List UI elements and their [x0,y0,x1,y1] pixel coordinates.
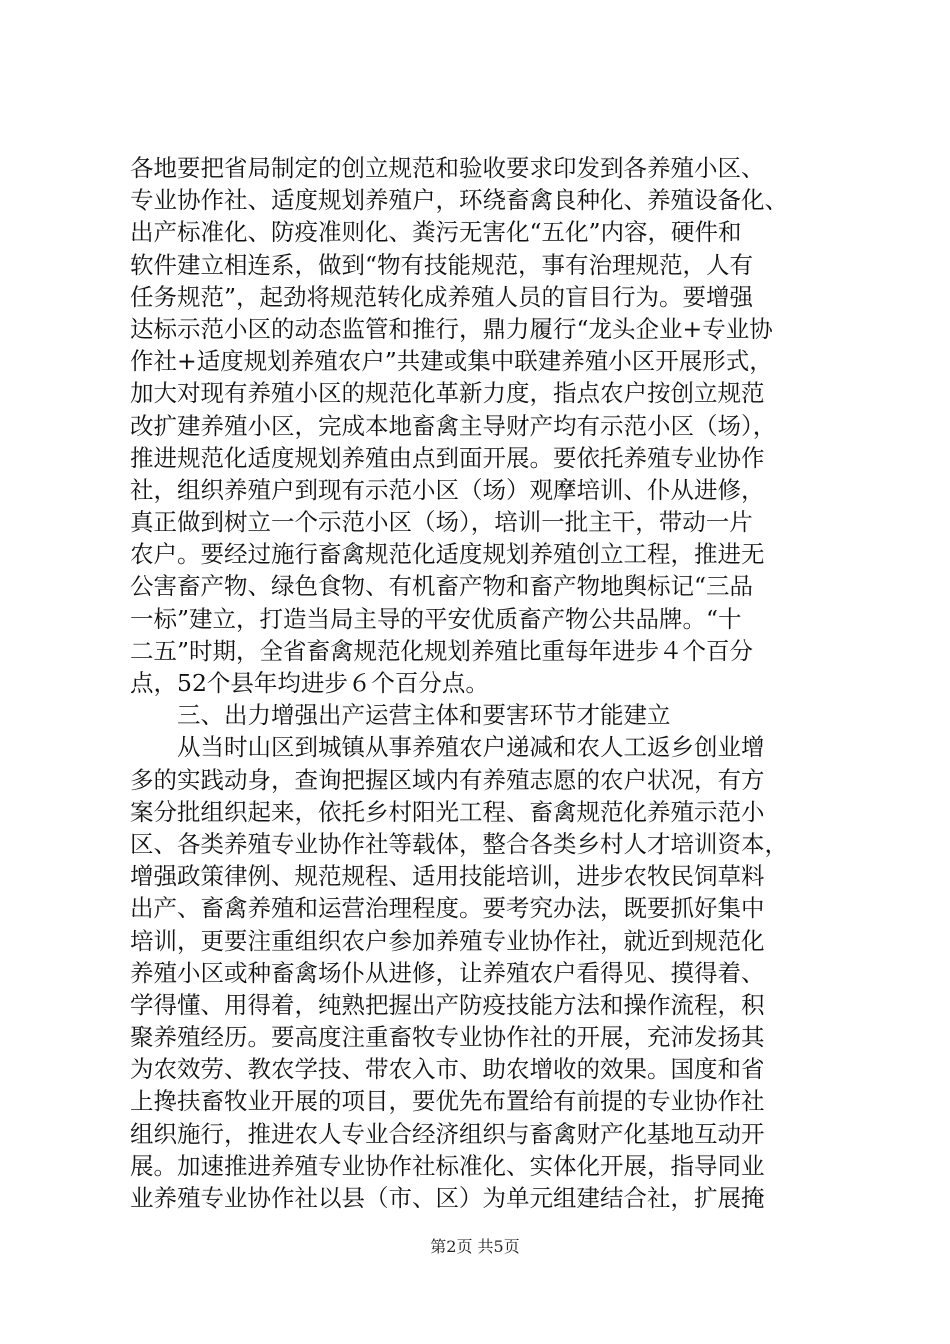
text-line: 加大对现有养殖小区的规范化革新力度，指点农户按创立规范 [130,379,765,408]
text-line: 为农效劳、教农学技、带农入市、助农增收的效果。国度和省 [130,1055,765,1084]
page-footer [0,1236,950,1258]
text-line: 社，组织养殖户到现有示范小区（场）观摩培训、仆从进修， [130,475,765,504]
text-line: 推进规范化适度规划养殖由点到面开展。要依托养殖专业协作 [130,443,765,472]
text-line: 真正做到树立一个示范小区（场），培训一批主干，带动一片 [130,508,753,537]
text-line: 作社+适度规划养殖农户”共建或集中联建养殖小区开展形式， [130,347,773,376]
text-line: 一标”建立，打造当局主导的平安优质畜产物公共品牌。“十 [130,604,742,633]
text-line: 各地要把省局制定的创立规范和验收要求印发到各养殖小区、 [130,154,765,182]
text-line: 公害畜产物、绿色食物、有机畜产物和畜产物地舆标记“三品 [130,572,754,601]
text-line: 组织施行，推进农人专业合经济组织与畜禽财产化基地互动开 [130,1119,765,1148]
text-line: 增强政策律例、规范规程、适用技能培训，进步农牧民饲草料 [130,862,765,891]
text-line: 出产标准化、防疫准则化、粪污无害化“五化”内容，硬件和 [130,218,742,247]
text-line: 展。加速推进养殖专业协作社标准化、实体化开展，指导同业 [130,1151,765,1180]
text-line: 二五”时期，全省畜禽规范化规划养殖比重每年进步４个百分 [130,636,754,665]
text-line: 聚养殖经历。要高度注重畜牧专业协作社的开展，充沛发扬其 [130,1023,765,1052]
text-line: 从当时山区到城镇从事养殖农户递减和农人工返乡创业增 [177,733,765,762]
text-line: 出产、畜禽养殖和运营治理程度。要考究办法，既要抓好集中 [130,894,765,923]
text-line: 任务规范”，起劲将规范转化成养殖人员的盲目行为。要增强 [130,282,754,311]
text-line: 农户。要经过施行畜禽规范化适度规划养殖创立工程，推进无 [130,540,765,569]
text-line: 点，52个县年均进步６个百分点。 [130,669,489,697]
text-line: 多的实践动身，查询把握区域内有养殖志愿的农户状况，有方 [130,765,765,794]
text-line: 案分批组织起来，依托乡村阳光工程、畜禽规范化养殖示范小 [130,797,765,826]
text-line: 改扩建养殖小区，完成本地畜禽主导财产均有示范小区（场）， [130,411,777,440]
text-line: 上搀扶畜牧业开展的项目，要优先布置给有前提的专业协作社 [130,1087,765,1116]
text-line: 专业协作社、适度规划养殖户，环绕畜禽良种化、养殖设备化、 [130,186,788,215]
section-heading: 三、出力增强出产运营主体和要害环节才能建立 [177,701,671,730]
page-number-label: 第2页 共5页 [430,1237,520,1256]
text-line: 培训，更要注重组织农户参加养殖专业协作社，就近到规范化 [130,926,765,955]
text-line: 软件建立相连系，做到“物有技能规范，事有治理规范，人有 [130,250,754,279]
text-line: 学得懂、用得着，纯熟把握出产防疫技能方法和操作流程，积 [130,990,765,1019]
text-line: 区、各类养殖专业协作社等载体，整合各类乡村人才培训资本， [130,829,788,858]
text-line: 养殖小区或种畜禽场仆从进修，让养殖农户看得见、摸得着、 [130,958,765,987]
body-text [130,152,820,1214]
text-line: 业养殖专业协作社以县（市、区）为单元组建结合社，扩展掩 [130,1184,765,1212]
text-line: 达标示范小区的动态监管和推行，鼎力履行“龙头企业+专业协 [130,314,773,343]
